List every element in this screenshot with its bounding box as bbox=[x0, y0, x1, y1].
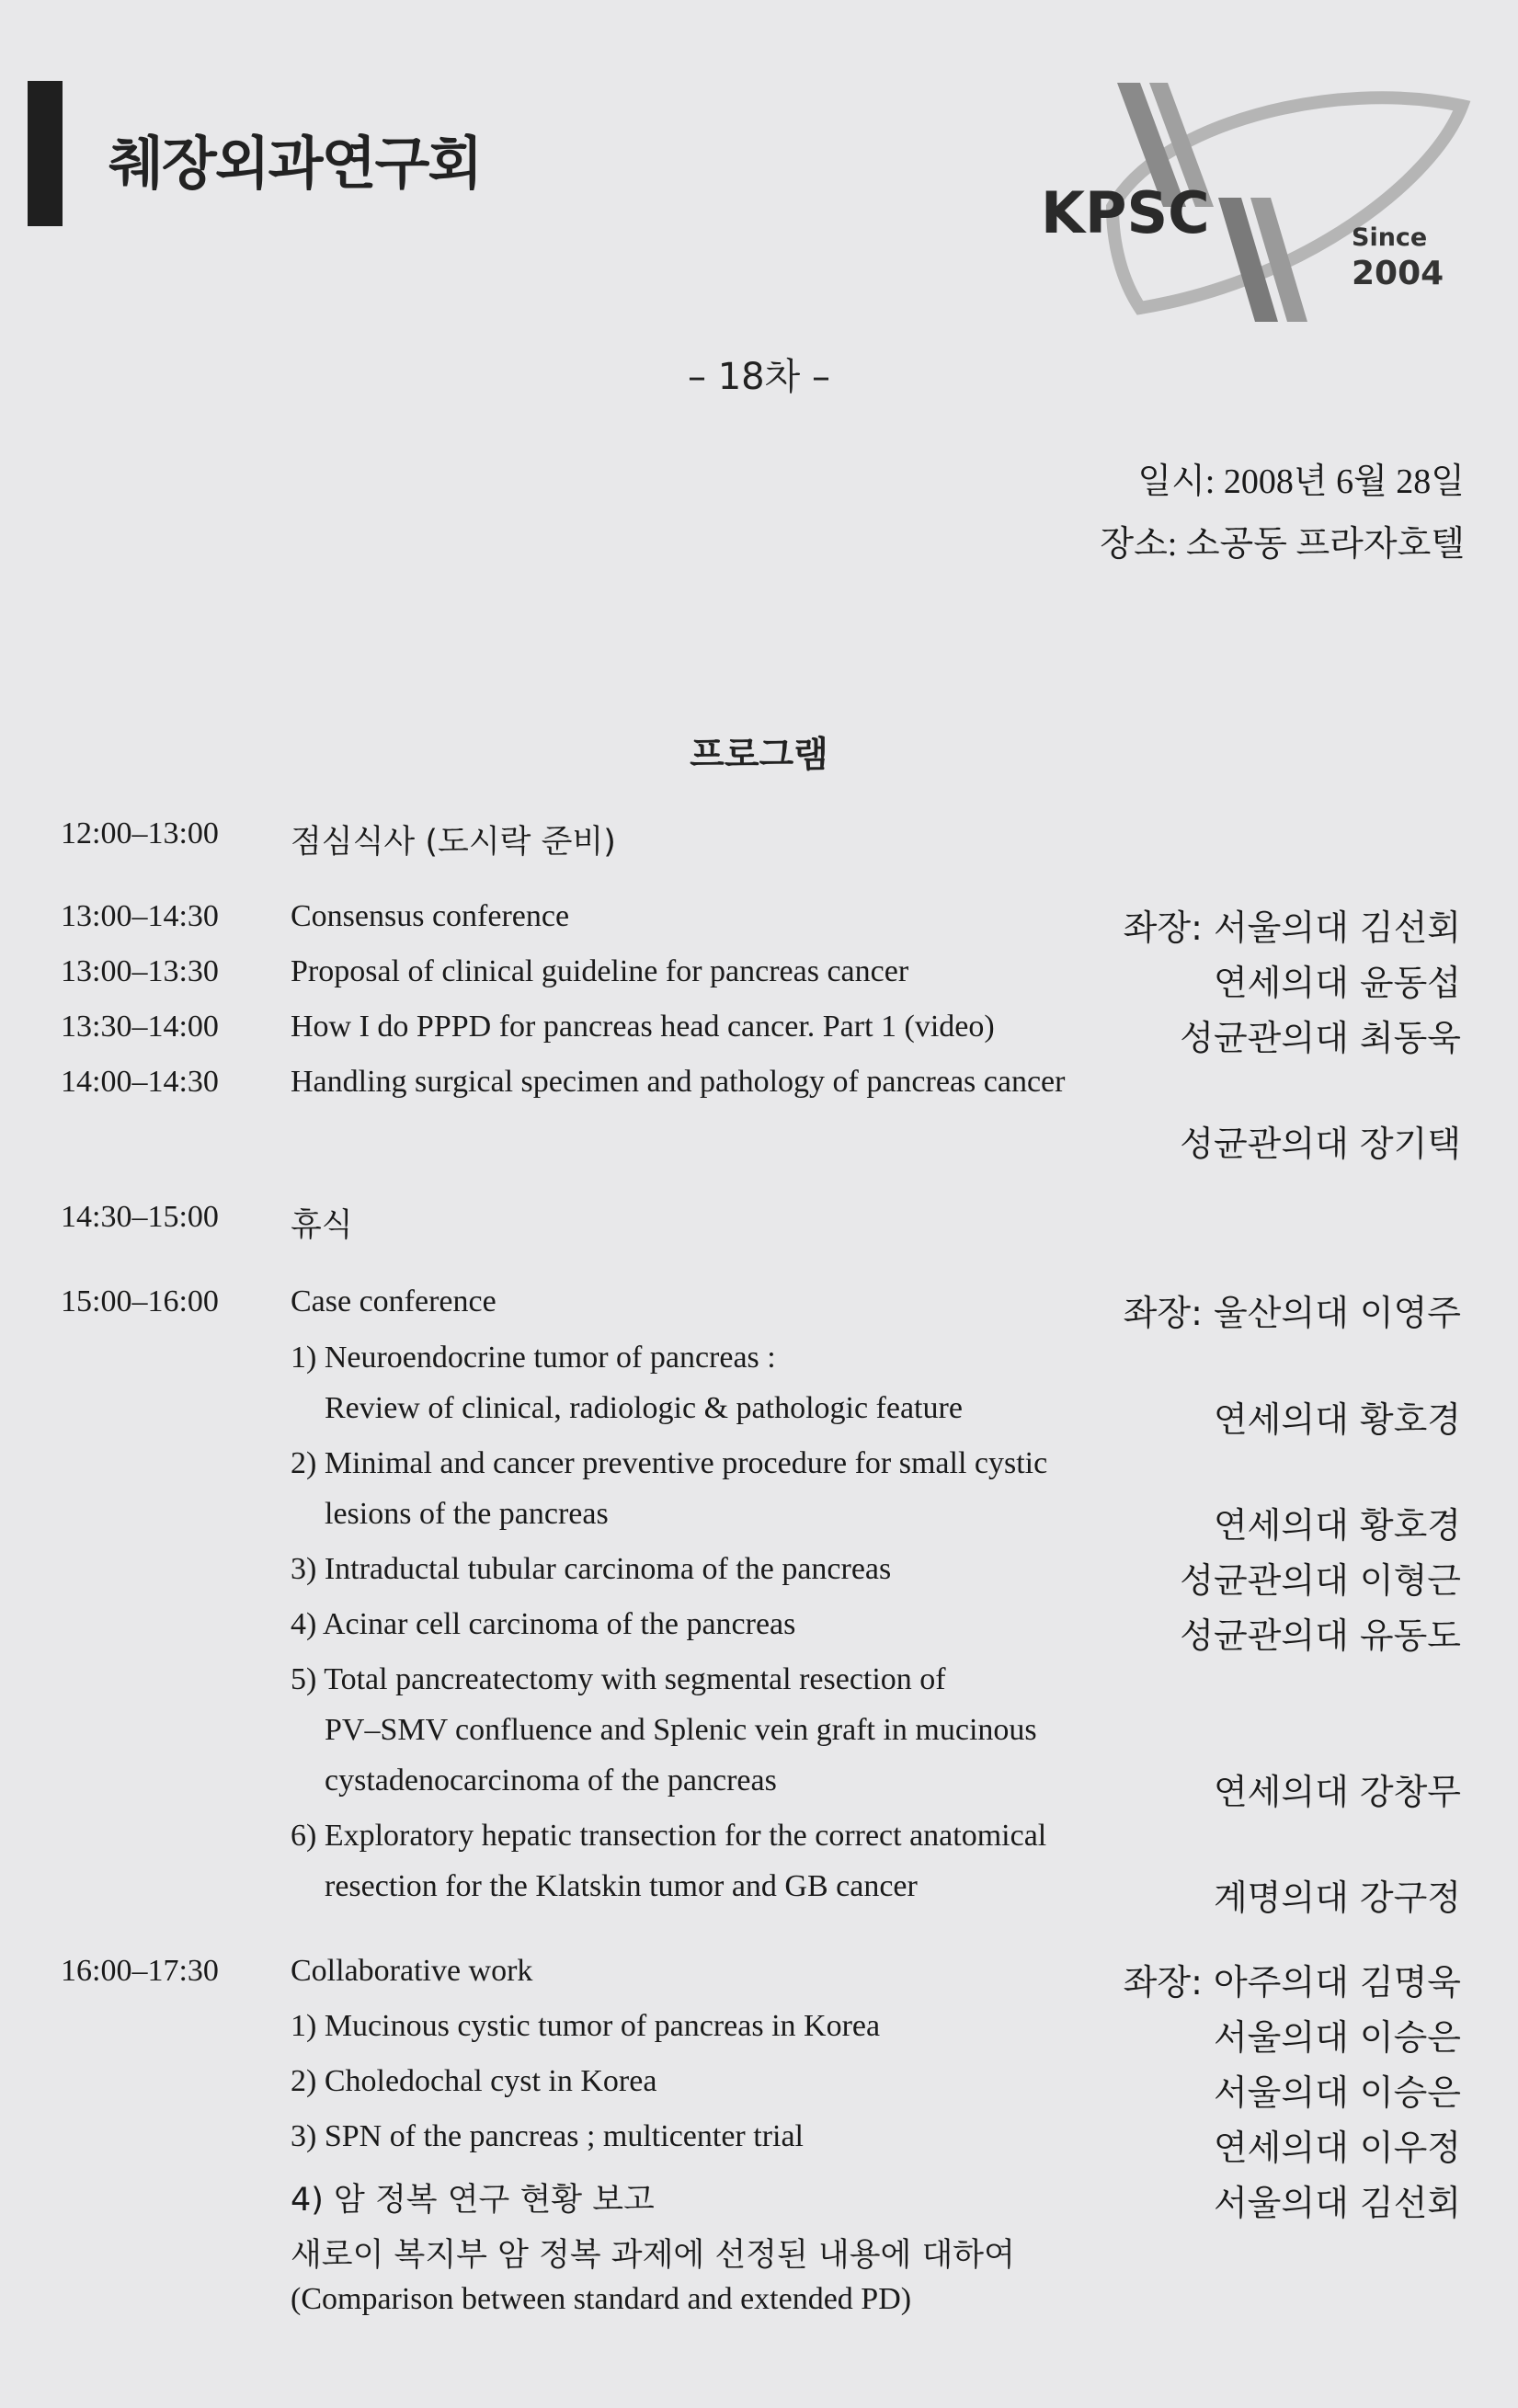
schedule-item: 점심식사 (도시락 준비) bbox=[291, 824, 616, 861]
kpsc-logo bbox=[1030, 69, 1489, 336]
schedule-time: 13:30–14:00 bbox=[61, 1010, 219, 1044]
schedule-item: 2) Minimal and cancer preventive procedure for small cystic bbox=[291, 1446, 1048, 1480]
schedule-speaker: 서울의대 이승은 bbox=[1213, 2072, 1461, 2113]
schedule-time: 13:00–13:30 bbox=[61, 954, 219, 988]
schedule-item: lesions of the pancreas bbox=[325, 1497, 609, 1531]
schedule-speaker: 연세의대 윤동섭 bbox=[1213, 963, 1461, 1003]
schedule-speaker: 좌장: 아주의대 김명욱 bbox=[1123, 1962, 1461, 2003]
schedule-speaker: 서울의대 이승은 bbox=[1213, 2017, 1461, 2058]
schedule-time: 15:00–16:00 bbox=[61, 1284, 219, 1318]
schedule-speaker: 서울의대 김선회 bbox=[1213, 2183, 1461, 2223]
schedule-speaker: 계명의대 강구정 bbox=[1213, 1877, 1461, 1918]
schedule-item: 3) Intraductal tubular carcinoma of the pancreas bbox=[291, 1552, 892, 1586]
session-number: – 18차 – bbox=[688, 356, 830, 398]
schedule-item: 1) Mucinous cystic tumor of pancreas in Korea bbox=[291, 2009, 881, 2043]
schedule-speaker: 성균관의대 이형근 bbox=[1180, 1560, 1461, 1601]
schedule-speaker: 성균관의대 유동도 bbox=[1180, 1615, 1461, 1656]
header-accent-bar bbox=[28, 81, 63, 226]
schedule-item: 4) Acinar cell carcinoma of the pancreas bbox=[291, 1607, 796, 1641]
program-heading: 프로그램 bbox=[690, 735, 828, 776]
schedule-time: 14:00–14:30 bbox=[61, 1065, 219, 1099]
schedule-item: Consensus conference bbox=[291, 899, 570, 933]
schedule-item: 1) Neuroendocrine tumor of pancreas : bbox=[291, 1341, 776, 1375]
schedule-time: 13:00–14:30 bbox=[61, 899, 219, 933]
schedule-item: 2) Choledochal cyst in Korea bbox=[291, 2064, 657, 2098]
schedule-item: cystadenocarcinoma of the pancreas bbox=[325, 1763, 777, 1797]
schedule-time: 16:00–17:30 bbox=[61, 1954, 219, 1988]
logo-wordmark: KPSC bbox=[1041, 179, 1210, 246]
schedule-time: 14:30–15:00 bbox=[61, 1200, 219, 1234]
schedule-item: (Comparison between standard and extended PD) bbox=[291, 2282, 912, 2316]
schedule-speaker: 연세의대 황호경 bbox=[1213, 1399, 1461, 1440]
logo-since-label: Since bbox=[1352, 223, 1428, 252]
event-venue: 장소: 소공동 프라자호텔 bbox=[1100, 525, 1465, 564]
schedule-item: How I do PPPD for pancreas head cancer. Part 1 (video) bbox=[291, 1010, 995, 1044]
schedule-speaker: 좌장: 울산의대 이영주 bbox=[1123, 1293, 1461, 1333]
schedule-item: 6) Exploratory hepatic transection for the correct anatomical bbox=[291, 1819, 1047, 1853]
schedule-item: Proposal of clinical guideline for pancreas cancer bbox=[291, 954, 909, 988]
org-title: 췌장외과연구회 bbox=[108, 130, 482, 197]
schedule-item: 3) SPN of the pancreas ; multicenter trial bbox=[291, 2119, 804, 2153]
schedule-item: 휴식 bbox=[291, 1207, 353, 1244]
schedule-item: Case conference bbox=[291, 1284, 496, 1318]
event-date: 일시: 2008년 6월 28일 bbox=[1137, 462, 1465, 501]
schedule-item: 5) Total pancreatectomy with segmental resection of bbox=[291, 1662, 946, 1696]
logo-since-year: 2004 bbox=[1352, 255, 1444, 292]
schedule-item: Handling surgical specimen and pathology of pancreas cancer bbox=[291, 1065, 1066, 1099]
schedule-item: Review of clinical, radiologic & pathologic feature bbox=[325, 1391, 963, 1425]
schedule-item: Collaborative work bbox=[291, 1954, 533, 1988]
schedule-item: resection for the Klatskin tumor and GB cancer bbox=[325, 1869, 918, 1903]
schedule-speaker: 연세의대 황호경 bbox=[1213, 1505, 1461, 1546]
schedule-item: PV–SMV confluence and Splenic vein graft in mucinous bbox=[325, 1713, 1037, 1747]
schedule-speaker: 좌장: 서울의대 김선회 bbox=[1123, 907, 1461, 948]
schedule-speaker: 연세의대 이우정 bbox=[1213, 2128, 1461, 2168]
schedule-time: 12:00–13:00 bbox=[61, 816, 219, 850]
schedule-speaker: 성균관의대 최동욱 bbox=[1180, 1018, 1461, 1058]
schedule-speaker: 성균관의대 장기택 bbox=[1180, 1124, 1461, 1164]
schedule-speaker: 연세의대 강창무 bbox=[1213, 1772, 1461, 1812]
schedule-item: 새로이 복지부 암 정복 과제에 선정된 내용에 대하여 bbox=[291, 2237, 1015, 2274]
schedule-item: 4) 암 정복 연구 현황 보고 bbox=[291, 2182, 655, 2219]
